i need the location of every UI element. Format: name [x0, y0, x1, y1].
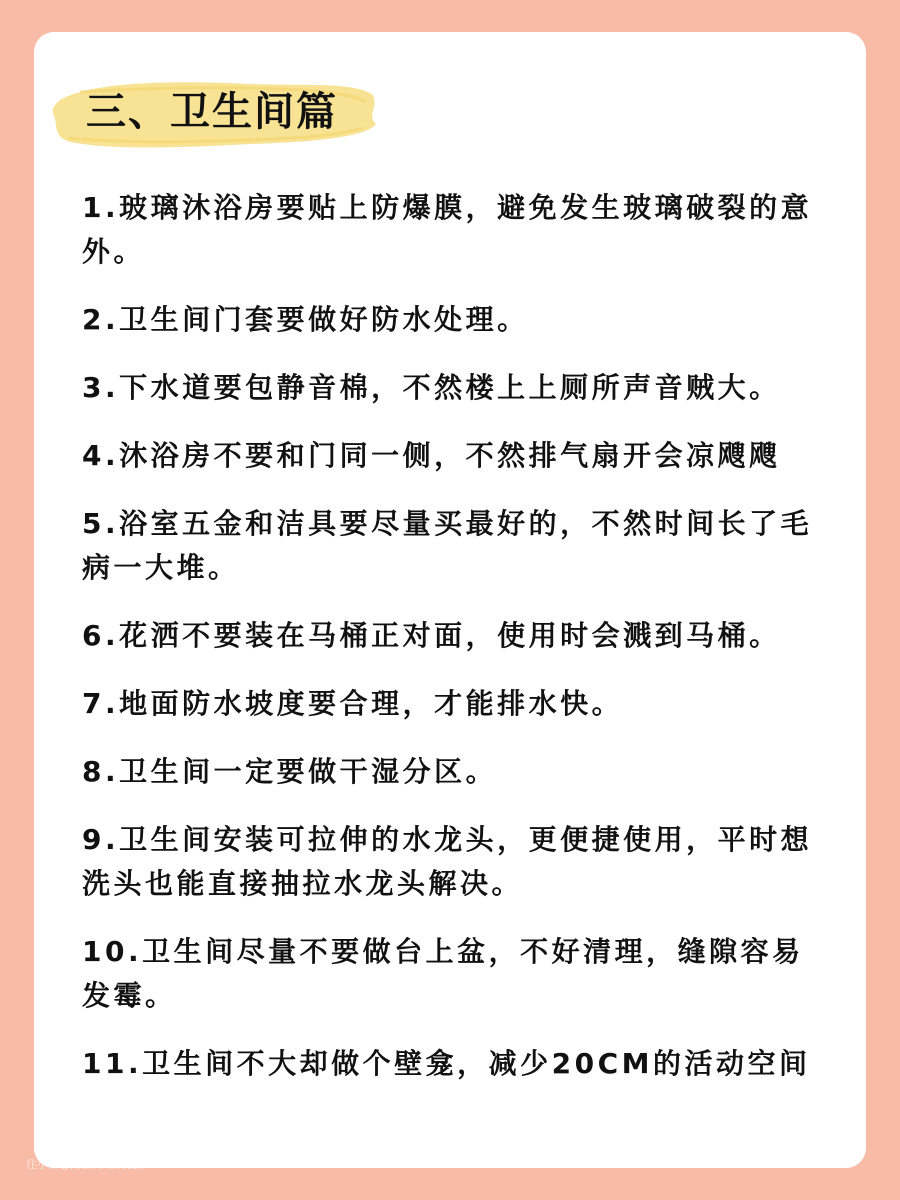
tip-item: 6.花洒不要装在马桶正对面，使用时会溅到马桶。 [82, 619, 781, 652]
tip-item: 5.浴室五金和洁具要尽量买最好的，不然时间长了毛病一大堆。 [82, 507, 813, 584]
title-block [50, 72, 380, 154]
tip-item: 11.卫生间不大却做个壁龛，减少20CM的活动空间 [82, 1047, 811, 1080]
tips-list [82, 186, 822, 1110]
watermark: 住小帮@雨苗商观设装修 [26, 1158, 147, 1171]
tip-item: 4.沐浴房不要和门同一侧，不然排气扇开会凉飕飕 [82, 439, 781, 472]
tip-item: 8.卫生间一定要做干湿分区。 [82, 755, 498, 788]
tip-item: 9.卫生间安装可拉伸的水龙头，更便捷使用，平时想洗头也能直接抽拉水龙头解决。 [82, 823, 813, 900]
tip-item: 3.下水道要包静音棉，不然楼上上厕所声音贼大。 [82, 371, 781, 404]
tip-item: 10.卫生间尽量不要做台上盆，不好清理，缝隙容易发霉。 [82, 935, 804, 1012]
tip-item: 1.玻璃沐浴房要贴上防爆膜，避免发生玻璃破裂的意外。 [82, 191, 813, 268]
page-title: 三、卫生间篇 [86, 89, 338, 135]
tip-item: 2.卫生间门套要做好防水处理。 [82, 303, 529, 336]
tip-item: 7.地面防水坡度要合理，才能排水快。 [82, 687, 624, 720]
